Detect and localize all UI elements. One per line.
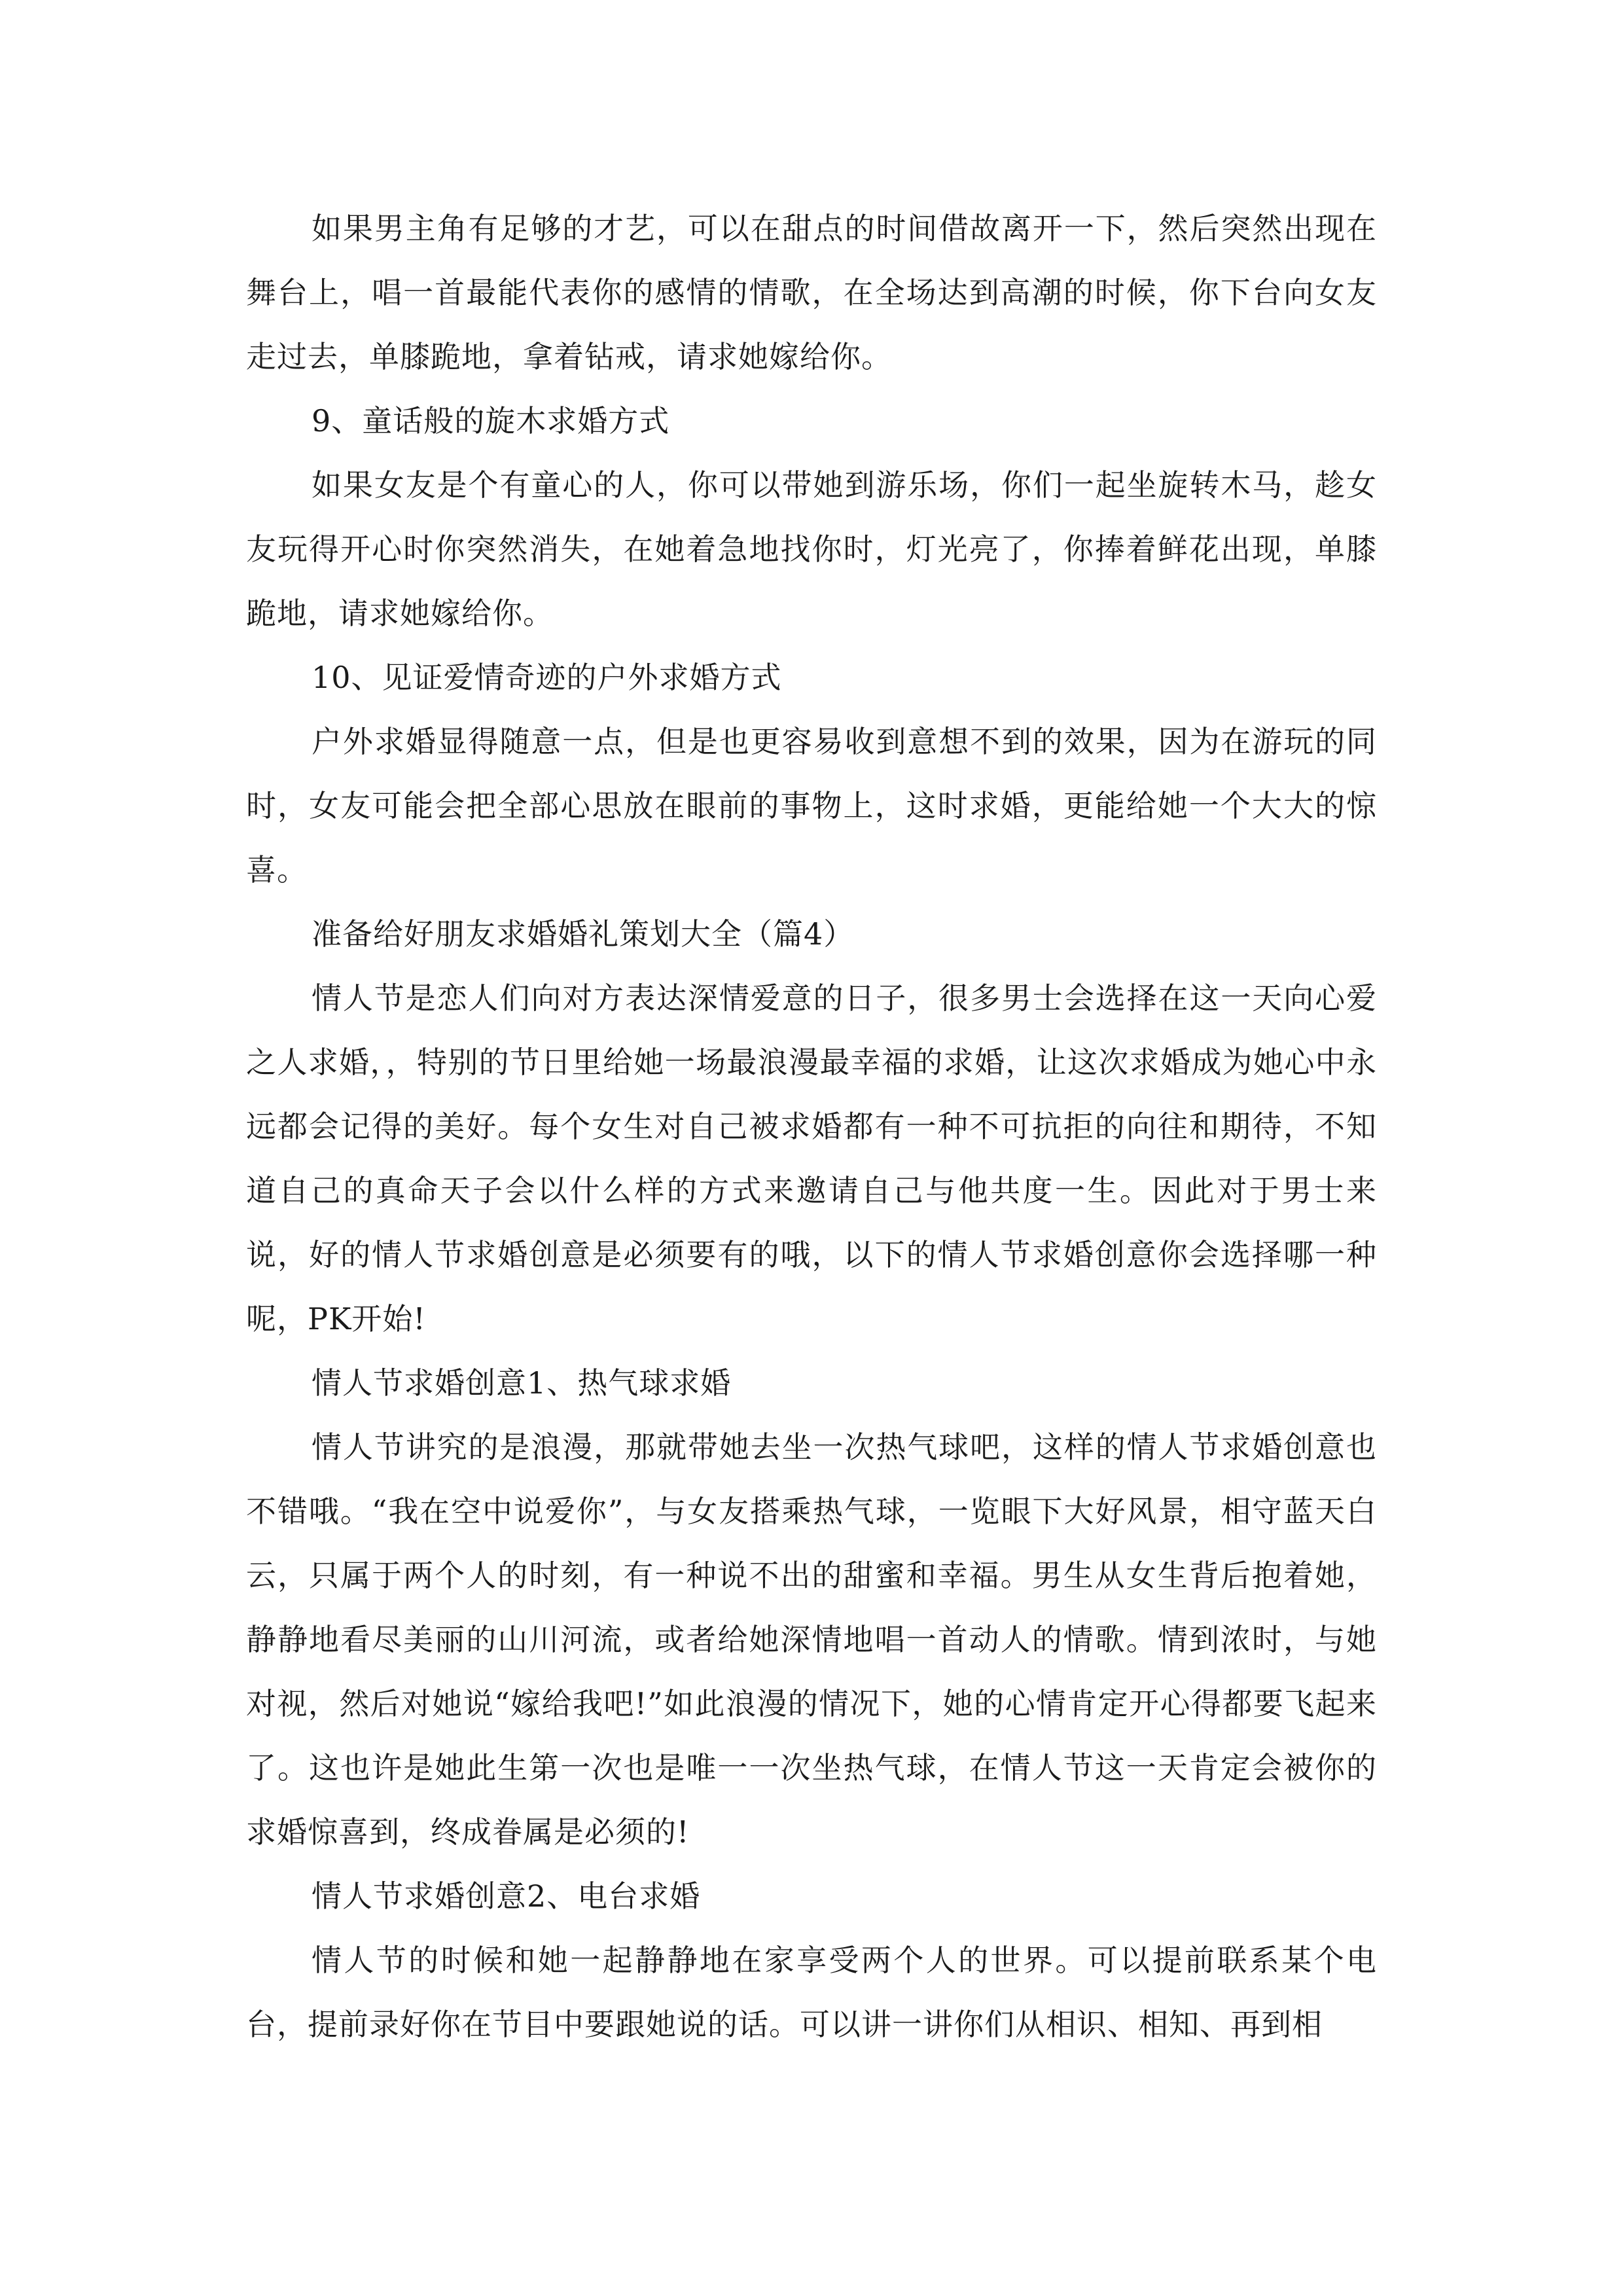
paragraph-radio-proposal: 情人节的时候和她一起静静地在家享受两个人的世界。可以提前联系某个电台，提前录好你在节目中要跟她说的话。可以讲一讲你们从相识、相知、再到相 [246,1943,1377,2042]
paragraph-carousel-proposal: 如果女友是个有童心的人，你可以带她到游乐场，你们一起坐旋转木马，趁女友玩得开心时你突然消失，在她着急地找你时，灯光亮了，你捧着鲜花出现，单膝跪地，请求她嫁给你。 [246,467,1377,631]
paragraph-valentines-intro: 情人节是恋人们向对方表达深情爱意的日子，很多男士会选择在这一天向心爱之人求婚，，特别的节日里给她一场最浪漫最幸福的求婚，让这次求婚成为她心中永远都会记得的美好。每个女生对自己被求婚都有一种不可抗拒的向往和期待，不知道自己的真命天子会以什么样的方式来邀请自己与他共度一生。因此对于男士来说，好的情人节求婚创意是必须要有的哦，以下的情人节求婚创意你会选择哪一种呢，PK开始! [246,980,1377,1336]
heading-carousel-proposal: 9、童话般的旋木求婚方式 [312,403,670,439]
paragraph-outdoor-proposal: 户外求婚显得随意一点，但是也更容易收到意想不到的效果，因为在游玩的同时，女友可能会把全部心思放在眼前的事物上，这时求婚，更能给她一个大大的惊喜。 [246,724,1377,888]
paragraph-hot-air-balloon: 情人节讲究的是浪漫，那就带她去坐一次热气球吧，这样的情人节求婚创意也不错哦。“我在空中说爱你”，与女友搭乘热气球，一览眼下大好风景，相守蓝天白云，只属于两个人的时刻，有一种说不出的甜蜜和幸福。男生从女生背后抱着她，静静地看尽美丽的山川河流，或者给她深情地唱一首动人的情歌。情到浓时，与她对视，然后对她说“嫁给我吧!”如此浪漫的情况下，她的心情肯定开心得都要飞起来了。这也许是她此生第一次也是唯一一次坐热气球，在情人节这一天肯定会被你的求婚惊喜到，终成眷属是必须的! [246,1429,1377,1850]
heading-section-4: 准备给好朋友求婚婚礼策划大全（篇4） [312,916,855,952]
heading-radio-proposal: 情人节求婚创意2、电台求婚 [312,1878,701,1914]
heading-hot-air-balloon: 情人节求婚创意1、热气球求婚 [312,1365,732,1401]
paragraph-singing-proposal: 如果男主角有足够的才艺，可以在甜点的时间借故离开一下，然后突然出现在舞台上，唱一首最能代表你的感情的情歌，在全场达到高潮的时候，你下台向女友走过去，单膝跪地，拿着钻戒，请求她嫁给你。 [246,211,1377,374]
document-body [246,196,1377,2056]
heading-outdoor-proposal: 10、见证爱情奇迹的户外求婚方式 [312,660,782,695]
